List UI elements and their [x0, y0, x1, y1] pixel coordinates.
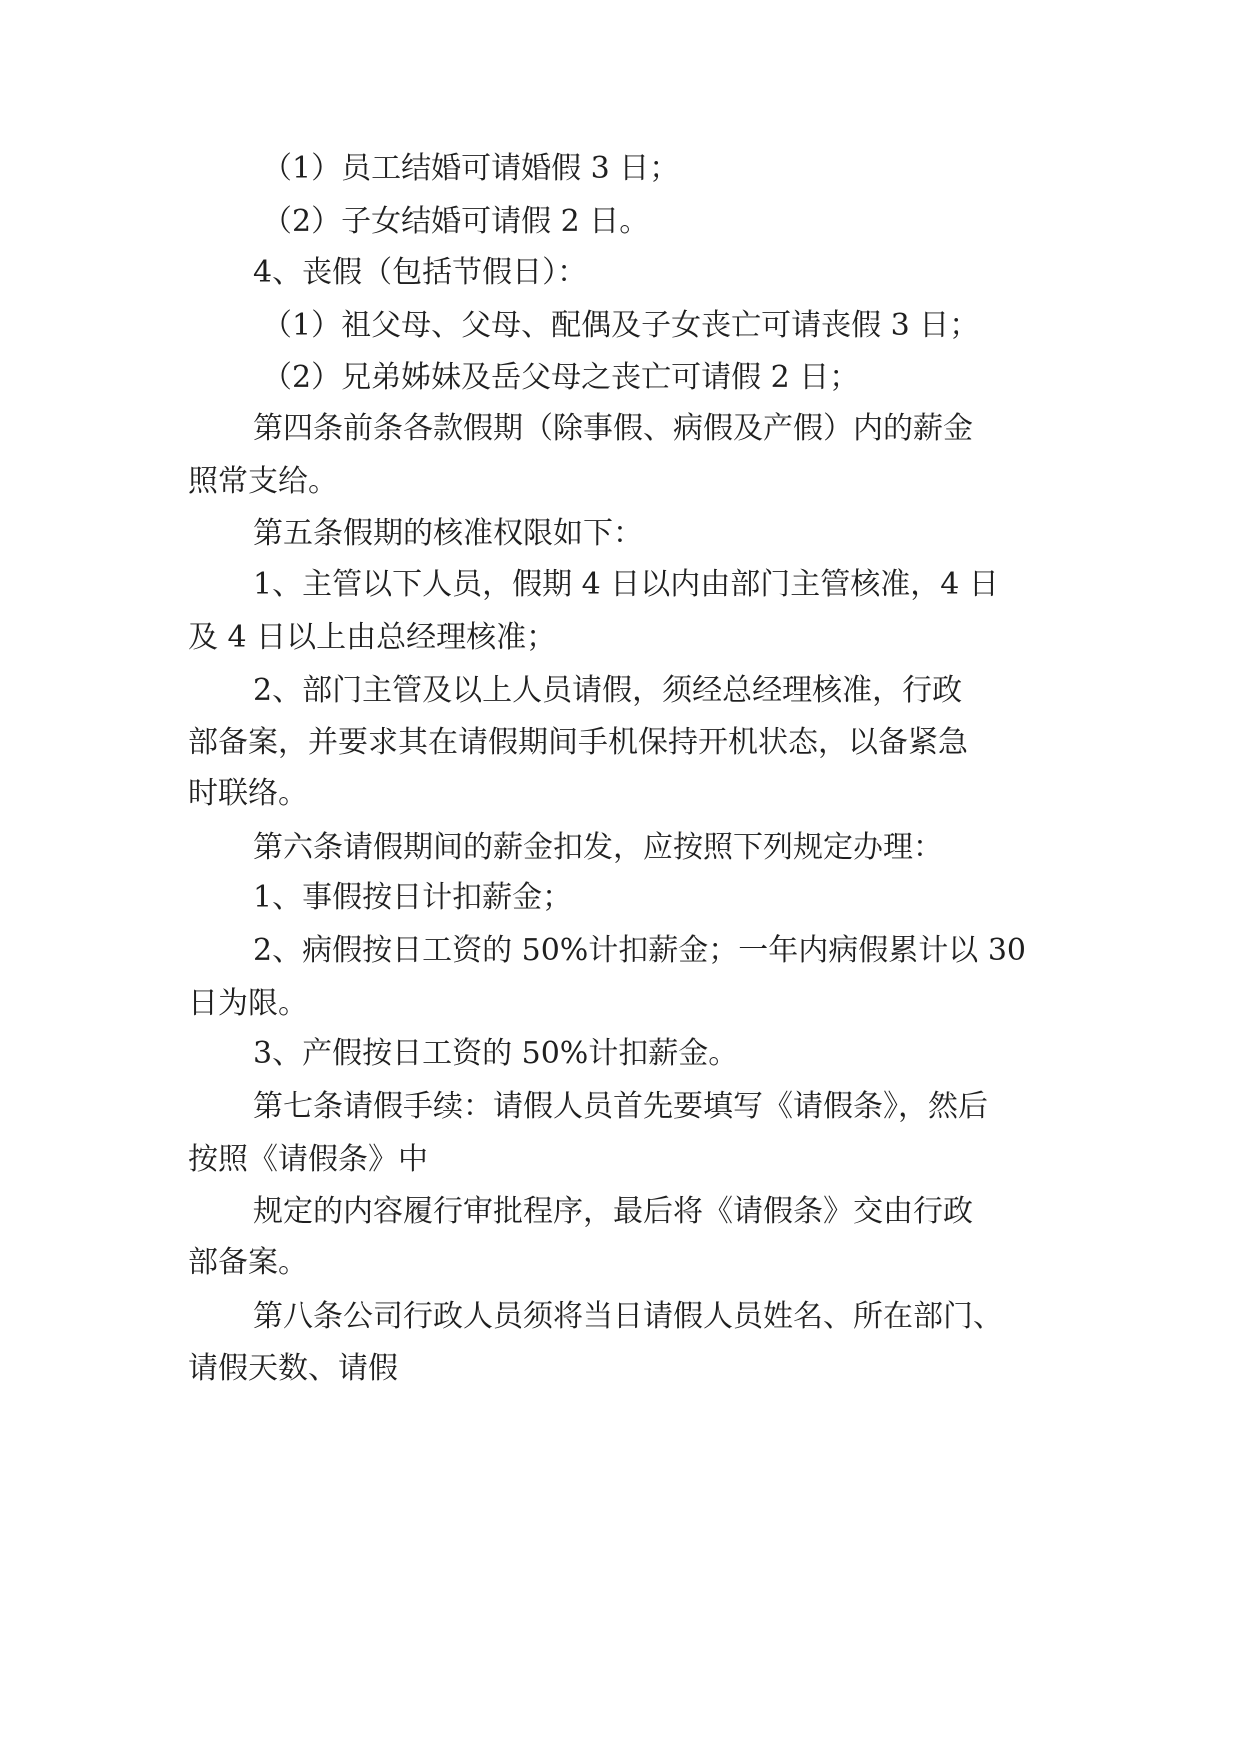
- text-line: 规定的内容履行审批程序，最后将《请假条》交由行政: [253, 1194, 973, 1229]
- text-line: （2）子女结婚可请假 2 日。: [262, 204, 650, 239]
- text-line: 部备案，并要求其在请假期间手机保持开机状态，以备紧急: [188, 725, 968, 760]
- text-line: 4、丧假（包括节假日）：: [253, 255, 588, 290]
- text-line: 部备案。: [188, 1245, 308, 1280]
- text-line: （2）兄弟姊妹及岳父母之丧亡可请假 2 日；: [262, 360, 860, 395]
- text-line: 第八条公司行政人员须将当日请假人员姓名、所在部门、: [253, 1299, 1003, 1334]
- text-line: 1、事假按日计扣薪金；: [253, 880, 573, 915]
- text-line: 3、产假按日工资的 50%计扣薪金。: [253, 1036, 739, 1071]
- text-line: （1）员工结婚可请婚假 3 日；: [262, 151, 680, 186]
- text-line: 第七条请假手续：请假人员首先要填写《请假条》，然后: [253, 1089, 988, 1124]
- text-line: 第六条请假期间的薪金扣发，应按照下列规定办理：: [253, 830, 943, 865]
- text-line: 请假天数、请假: [188, 1351, 398, 1386]
- text-line: 及 4 日以上由总经理核准；: [188, 620, 557, 655]
- text-line: 2、病假按日工资的 50%计扣薪金；一年内病假累计以 30: [253, 933, 1027, 968]
- text-line: （1）祖父母、父母、配偶及子女丧亡可请丧假 3 日；: [262, 308, 980, 343]
- text-line: 时联络。: [188, 776, 308, 811]
- text-line: 第五条假期的核准权限如下：: [253, 516, 643, 551]
- text-line: 照常支给。: [188, 464, 338, 499]
- text-line: 2、部门主管及以上人员请假，须经总经理核准，行政: [253, 673, 963, 708]
- text-line: 日为限。: [188, 986, 308, 1021]
- text-line: 1、主管以下人员，假期 4 日以内由部门主管核准，4 日: [253, 567, 999, 602]
- text-line: 第四条前条各款假期（除事假、病假及产假）内的薪金: [253, 411, 973, 446]
- text-line: 按照《请假条》中: [188, 1142, 428, 1177]
